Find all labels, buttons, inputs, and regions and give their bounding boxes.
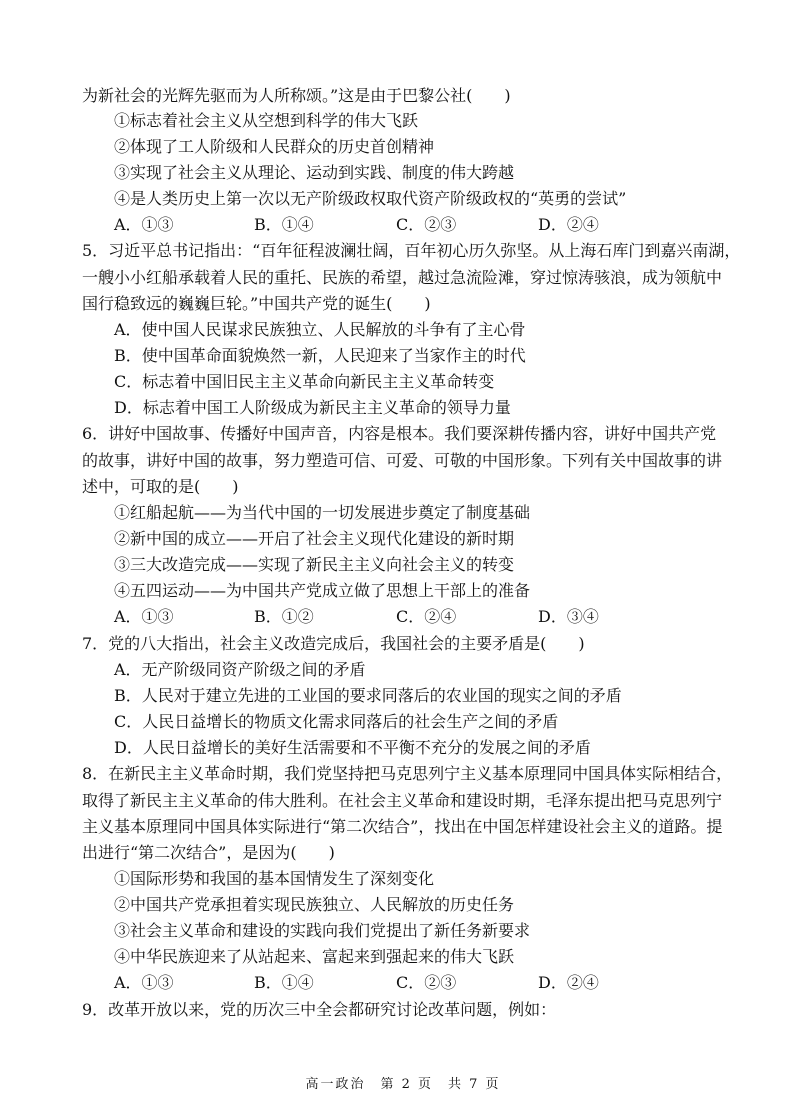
q5-stem-line-2: 一艘小小红船承载着人民的重托、民族的希望，越过急流险滩，穿过惊涛骇浪，成为领航中 bbox=[82, 268, 723, 287]
q8-option-a: A．①③ bbox=[114, 973, 174, 992]
q4-option-d: D．②④ bbox=[538, 215, 599, 234]
q7-option-a: A．无产阶级同资产阶级之间的矛盾 bbox=[114, 660, 366, 679]
q6-statement-1: ①红船起航——为当代中国的一切发展进步奠定了制度基础 bbox=[114, 503, 531, 522]
q7-option-d: D．人民日益增长的美好生活需要和不平衡不充分的发展之间的矛盾 bbox=[114, 738, 591, 757]
q5-option-d: D．标志着中国工人阶级成为新民主主义革命的领导力量 bbox=[114, 398, 511, 417]
q8-statement-2: ②中国共产党承担着实现民族独立、人民解放的历史任务 bbox=[114, 895, 515, 914]
page-footer: 高一政治 第 2 页 共 7 页 bbox=[305, 1077, 501, 1092]
q8-option-b: B．①④ bbox=[254, 973, 314, 992]
q5-option-c: C．标志着中国旧民主主义革命向新民主主义革命转变 bbox=[114, 372, 495, 391]
q8-option-c: C．②③ bbox=[396, 973, 457, 992]
q7-stem: 7．党的八大指出，社会主义改造完成后，我国社会的主要矛盾是( ) bbox=[82, 634, 585, 653]
q4-statement-2: ②体现了工人阶级和人民群众的历史首创精神 bbox=[114, 137, 435, 156]
q6-stem-line-3: 述中，可取的是( ) bbox=[82, 477, 239, 496]
q7-option-b: B．人民对于建立先进的工业国的要求同落后的农业国的现实之间的矛盾 bbox=[114, 686, 622, 705]
q4-option-b: B．①④ bbox=[254, 215, 314, 234]
q8-stem-line-3: 主义基本原理同中国具体实际进行“第二次结合”，找出在中国怎样建设社会主义的道路。提 bbox=[82, 817, 723, 836]
q5-option-b: B．使中国革命面貌焕然一新，人民迎来了当家作主的时代 bbox=[114, 346, 526, 365]
q8-statement-4: ④中华民族迎来了从站起来、富起来到强起来的伟大飞跃 bbox=[114, 947, 515, 966]
q6-stem-line-2: 的故事，讲好中国的故事，努力塑造可信、可爱、可敬的中国形象。下列有关中国故事的讲 bbox=[82, 451, 723, 470]
q8-stem-line-2: 取得了新民主主义革命的伟大胜利。在社会主义革命和建设时期，毛泽东提出把马克思列宁 bbox=[82, 791, 723, 810]
q5-option-a: A．使中国人民谋求民族独立、人民解放的斗争有了主心骨 bbox=[114, 320, 526, 339]
q5-stem-line-1: 5．习近平总书记指出：“百年征程波澜壮阔，百年初心历久弥坚。从上海石库门到嘉兴南湖， bbox=[82, 241, 741, 260]
q9-stem: 9．改革开放以来，党的历次三中全会都研究讨论改革问题，例如： bbox=[82, 1000, 557, 1019]
q7-option-c: C．人民日益增长的物质文化需求同落后的社会生产之间的矛盾 bbox=[114, 712, 559, 731]
q6-statement-2: ②新中国的成立——开启了社会主义现代化建设的新时期 bbox=[114, 529, 515, 548]
q6-statement-4: ④五四运动——为中国共产党成立做了思想上干部上的准备 bbox=[114, 581, 531, 600]
q6-option-d: D．③④ bbox=[538, 607, 599, 626]
q8-option-d: D．②④ bbox=[538, 973, 599, 992]
q4-statement-1: ①标志着社会主义从空想到科学的伟大飞跃 bbox=[114, 111, 419, 130]
q6-option-b: B．①② bbox=[254, 607, 314, 626]
q6-option-a: A．①③ bbox=[114, 607, 174, 626]
q8-stem-line-1: 8．在新民主主义革命时期，我们党坚持把马克思列宁主义基本原理同中国具体实际相结合， bbox=[82, 764, 733, 783]
q4-option-a: A．①③ bbox=[114, 215, 174, 234]
q8-stem-line-4: 出进行“第二次结合”，是因为( ) bbox=[82, 843, 335, 862]
question-4-stem-end: 为新社会的光辉先驱而为人所称颂。”这是由于巴黎公社( ) bbox=[82, 86, 511, 105]
q4-option-c: C．②③ bbox=[396, 215, 457, 234]
q5-stem-line-3: 国行稳致远的巍巍巨轮。”中国共产党的诞生( ) bbox=[82, 294, 431, 313]
q8-statement-3: ③社会主义革命和建设的实践向我们党提出了新任务新要求 bbox=[114, 921, 531, 940]
q4-statement-4: ④是人类历史上第一次以无产阶级政权取代资产阶级政权的“英勇的尝试” bbox=[114, 189, 627, 208]
q6-option-c: C．②④ bbox=[396, 607, 457, 626]
q6-statement-3: ③三大改造完成——实现了新民主主义向社会主义的转变 bbox=[114, 555, 515, 574]
q4-statement-3: ③实现了社会主义从理论、运动到实践、制度的伟大跨越 bbox=[114, 163, 515, 182]
q6-stem-line-1: 6．讲好中国故事、传播好中国声音，内容是根本。我们要深耕传播内容，讲好中国共产党 bbox=[82, 424, 717, 443]
q8-statement-1: ①国际形势和我国的基本国情发生了深刻变化 bbox=[114, 869, 435, 888]
